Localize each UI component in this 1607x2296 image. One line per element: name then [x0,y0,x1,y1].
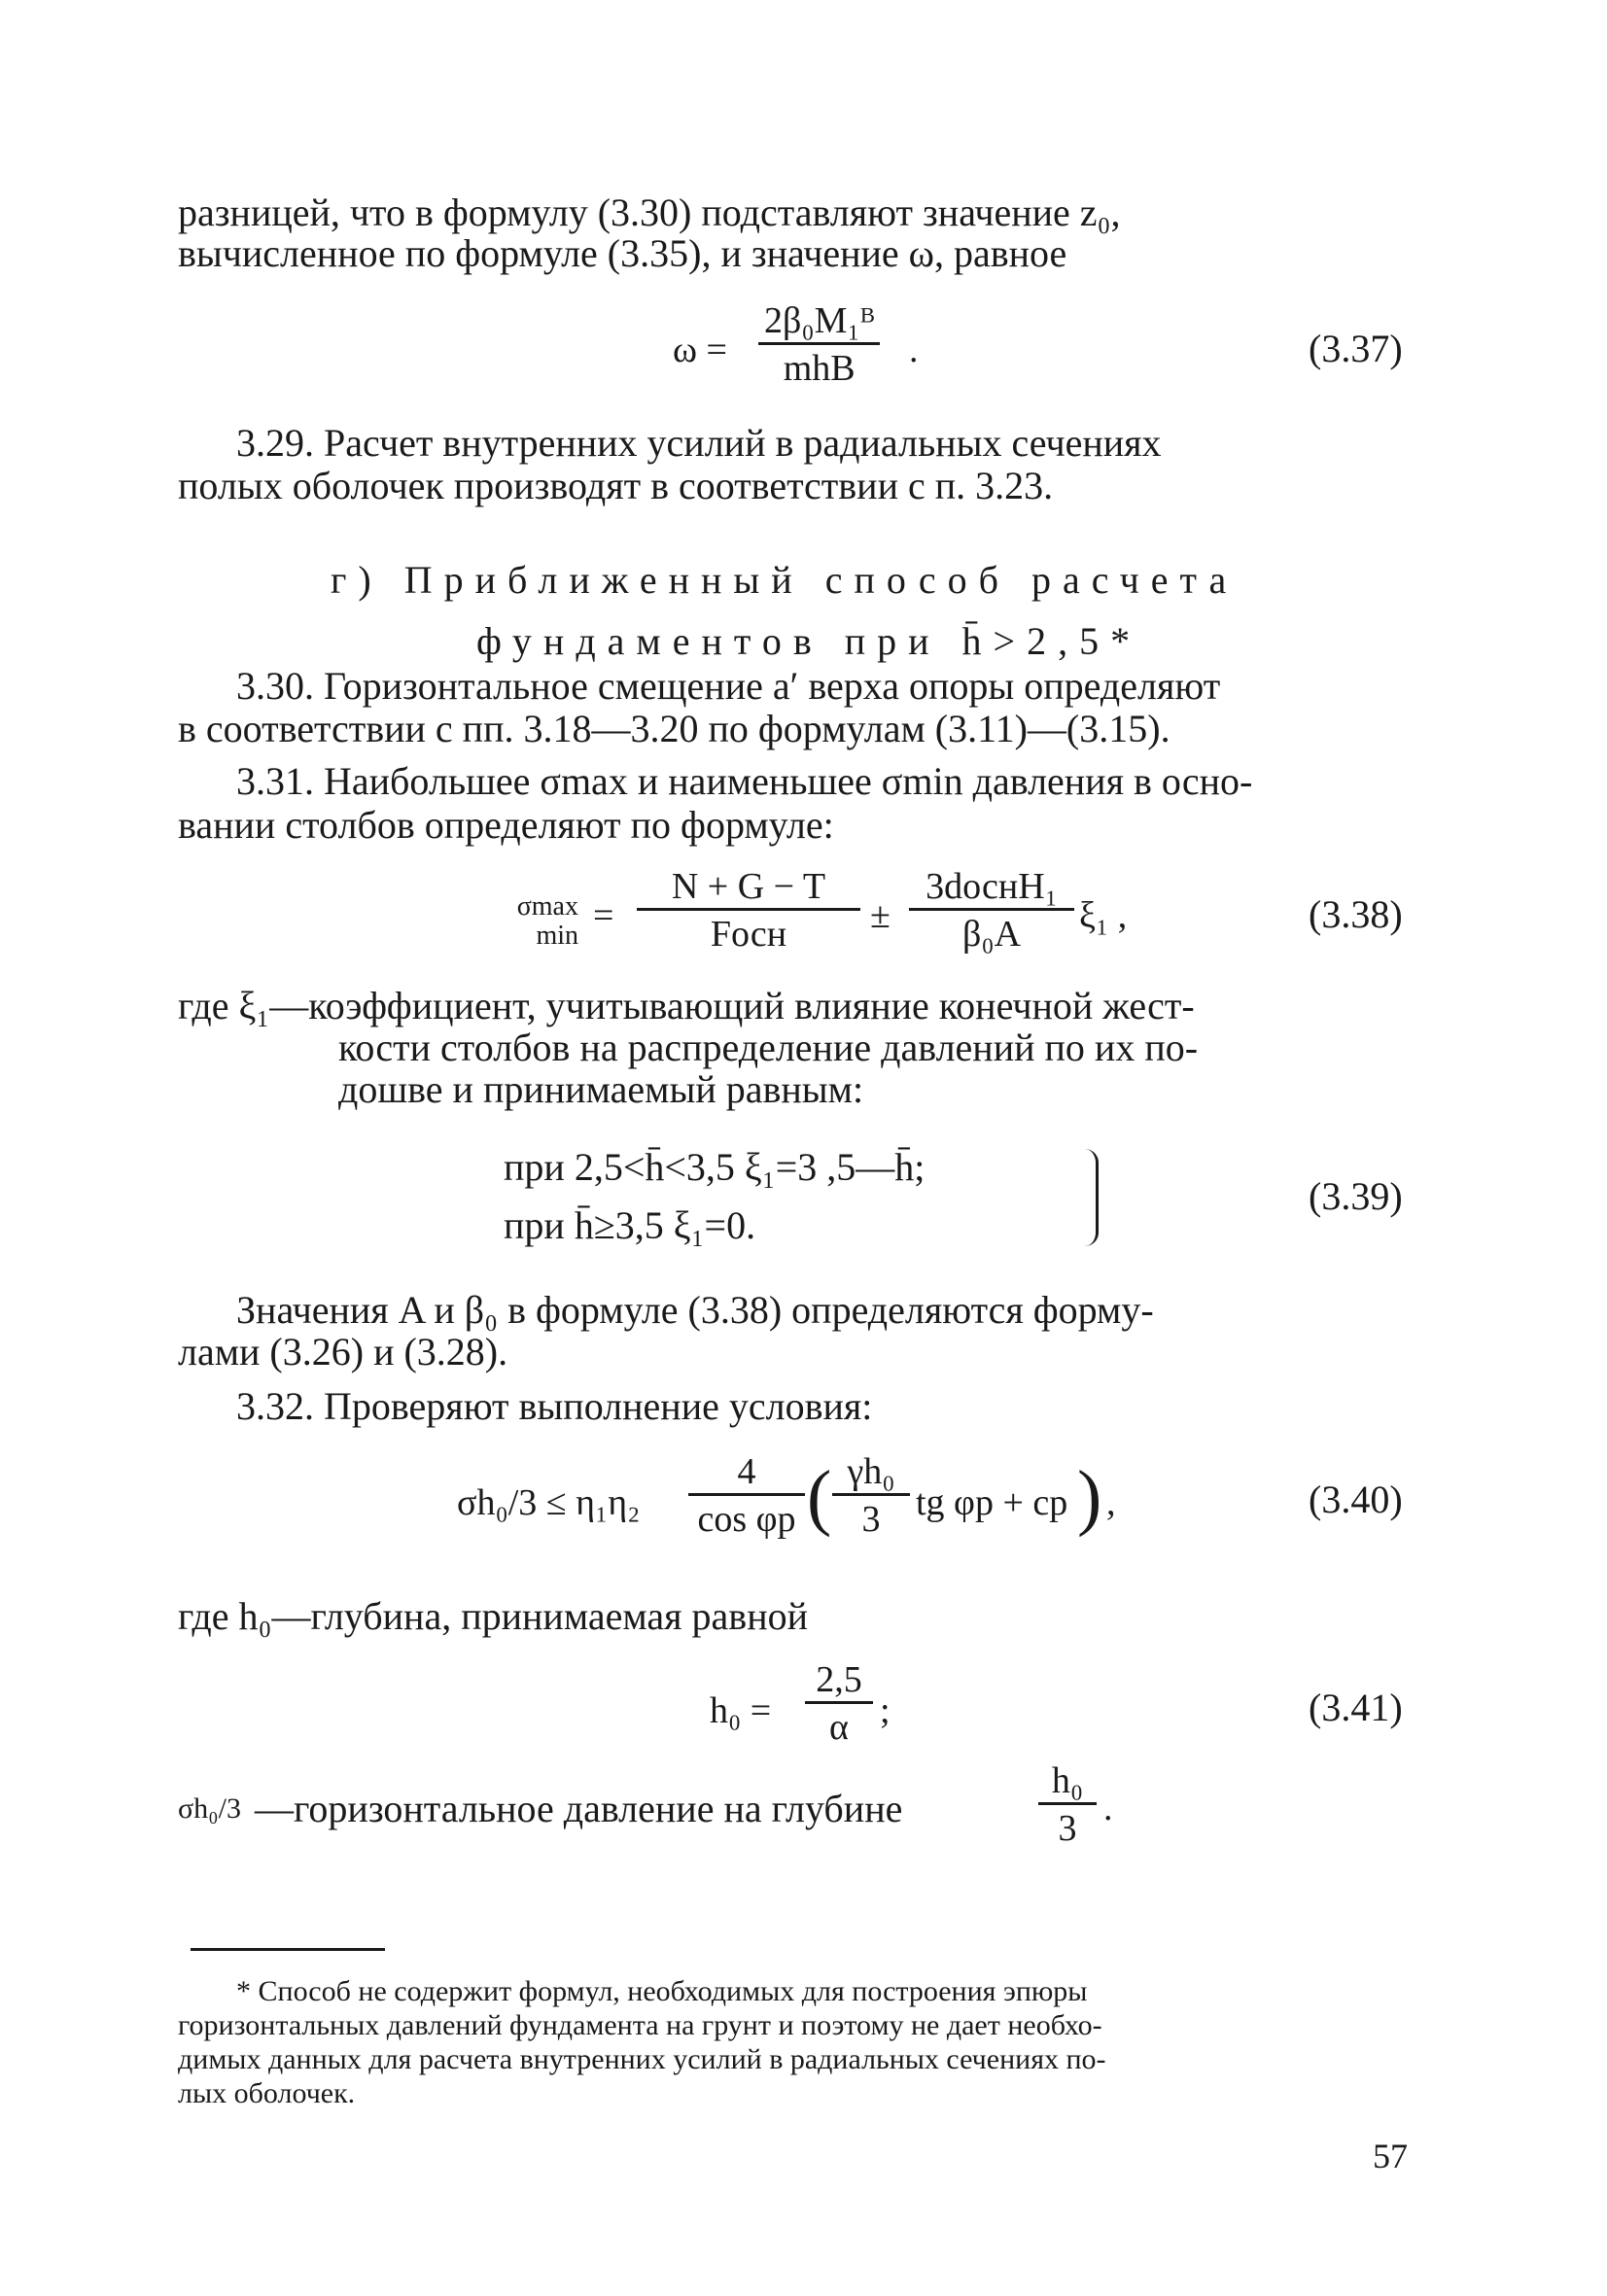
equation-tail: ξ₁ , [1079,895,1128,936]
text-line: полых оболочек производят в соответствии с п. 3.23. [178,464,1054,507]
equation-term: tg φр + cр [916,1482,1068,1523]
fraction-numerator: N + G − T [671,866,826,907]
equals-sign: = [593,895,614,936]
fraction-denominator: 3 [832,1493,910,1541]
text-line: вычисленное по формуле (3.35), и значение ω, равное [178,231,1067,275]
equation-fraction [688,1450,805,1541]
equation-case: при 2,5<h̄<3,5 ξ₁=3 ,5—h̄; [504,1145,926,1189]
equation-number: (3.39) [1309,1174,1403,1218]
text-line: вании столбов определяют по формуле: [178,803,834,847]
text-line: —горизонтальное давление на глубине [255,1787,903,1830]
fraction-denominator: 3 [1038,1802,1097,1850]
fraction-denominator: Fосн [637,908,860,956]
text-line: Значения A и β₀ в формуле (3.38) определяются форму- [236,1288,1154,1332]
fraction-numerator: 2β₀M₁ᴮ [764,300,875,341]
section-heading: фундаментов при h̄>2,5* [476,619,1142,663]
sigma-max-label: σmax [516,891,578,922]
fraction-denominator: cos φр [688,1493,805,1541]
text-line: 3.29. Расчет внутренних усилий в радиальных сечениях [236,421,1162,465]
text-line: дошве и принимаемый равным: [338,1067,864,1111]
equation-punctuation: . [909,330,919,370]
plus-minus-sign: ± [870,895,891,936]
equation-fraction [1038,1759,1097,1850]
equation-fraction [832,1450,910,1541]
text-line: где ξ₁—коэффициент, учитывающий влияние конечной жест- [178,984,1195,1027]
equation-number: (3.38) [1309,892,1403,936]
footnote-line: * Способ не содержит формул, необходимых для построения эпюры [236,1975,1088,2007]
left-parenthesis: ( [807,1456,832,1538]
text-line: 3.30. Горизонтальное смещение a′ верха опоры определяют [236,664,1221,708]
text-line: 3.32. Проверяют выполнение условия: [236,1384,873,1428]
equation-number: (3.41) [1309,1686,1403,1729]
footnote-line: лых оболочек. [178,2077,356,2109]
equation-punctuation: ; [880,1690,891,1731]
page-number: 57 [1373,2137,1408,2175]
fraction-denominator: α [805,1701,873,1749]
equation-lhs: h₀ = [710,1690,772,1731]
equation-number: (3.37) [1309,327,1403,370]
footnote-line: горизонтальных давлений фундамента на грунт и поэтому не дает необхо- [178,2009,1102,2041]
fraction-numerator: γh₀ [847,1451,895,1492]
section-heading: г) Приближенный способ расчета [331,558,1239,602]
footnote-separator [191,1948,385,1951]
fraction-denominator: mhB [758,342,880,390]
text-line: кости столбов на распределение давлений по их по- [338,1026,1199,1069]
text-line: разницей, что в формулу (3.30) подставляют значение z₀, [178,191,1121,234]
equation-fraction [805,1658,873,1749]
sigma-label: σh₀/3 [178,1792,241,1825]
equation-punctuation: , [1106,1482,1116,1523]
equation-fraction [909,865,1074,956]
sigma-min-label: min [536,921,578,951]
equation-punctuation: . [1103,1788,1113,1828]
text-line: где h₀—глубина, принимаемая равной [178,1594,809,1638]
equation-lhs [491,892,578,951]
equation-fraction [637,865,860,956]
footnote-line: димых данных для расчета внутренних усилий в радиальных сечениях по- [178,2043,1106,2075]
fraction-numerator: 4 [737,1451,756,1492]
equation-number: (3.40) [1309,1478,1403,1521]
equation-case: при h̄≥3,5 ξ₁=0. [504,1203,756,1247]
text-line: лами (3.26) и (3.28). [178,1330,508,1374]
equation-lhs: ω = [673,330,727,370]
text-line: 3.31. Наибольшее σmax и наименьшее σmin давления в осно- [236,759,1253,803]
fraction-numerator: 3dоснH₁ [926,866,1058,907]
equation-lhs: σh₀/3 ≤ η₁η₂ [457,1482,641,1523]
fraction-numerator: 2,5 [816,1659,862,1700]
text-line: в соответствии с пп. 3.18—3.20 по формулам (3.11)—(3.15). [178,707,1170,750]
fraction-denominator: β₀A [909,908,1074,956]
fraction-numerator: h₀ [1051,1760,1084,1801]
right-parenthesis: ) [1077,1456,1102,1538]
equation-fraction [758,299,880,390]
right-brace [1082,1149,1099,1246]
